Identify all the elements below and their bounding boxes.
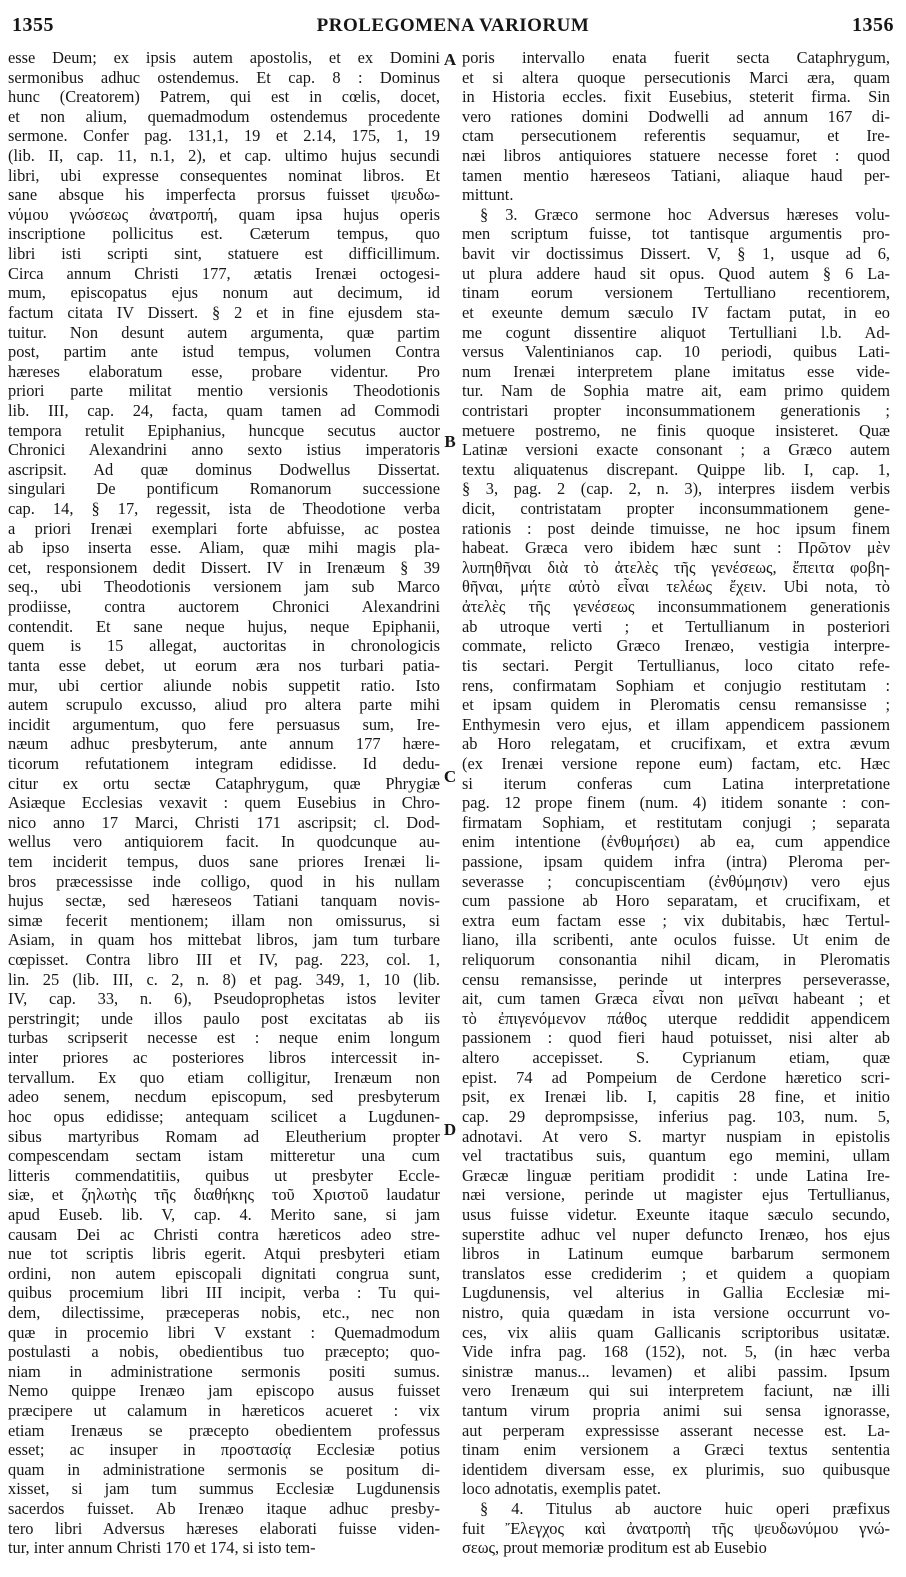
text-line: hæreses elaboratum esse, probare videntur. Pro [8,361,440,381]
text-line: metuere postremo, ne finis quoque insisteret. Quæ [462,420,890,440]
text-line: næi libros antiquiores statuere necesse foret : quod [462,146,890,166]
text-line: passione, ipsam quidem infra (intra) Pleroma per- [462,851,890,871]
text-line: tervallum. Ex quo etiam colligitur, Irenæum non [8,1067,440,1087]
text-line: liano, illa scribenti, ante oculos fuisse. Ut enim de [462,930,890,950]
text-line: identidem diversam esse, ex plurimis, suo quibusque [462,1459,890,1479]
text-line: lin. 25 (lib. III, c. 2, n. 8) et pag. 349, 1, 10 (lib. [8,969,440,989]
text-line: altero accepisset. S. Cyprianum etiam, quæ [462,1048,890,1068]
text-line: citur ex ortu sectæ Cataphrygum, quæ Phrygiæ [8,773,440,793]
text-line: sane absque his imperfecta prorsus fuisset ψευδω- [8,185,440,205]
text-line: bavit vir doctissimus Dissert. V, § 1, usque ad 6, [462,244,890,264]
text-line: sibus martyribus Romam ad Eleutherium propter [8,1126,440,1146]
text-line: § 3, pag. 2 (cap. 2, n. 3), interpres iisdem verbis [462,479,890,499]
text-line: superstite adhuc vel nuper defuncto Irenæo, hos ejus [462,1224,890,1244]
text-line: IV, cap. 33, n. 6), Pseudoprophetas istos leviter [8,989,440,1009]
text-line: wellus vero antiquiorem facit. In quodcunque au- [8,832,440,852]
text-line: (lib. II, cap. 11, n.1, 2), et cap. ultimo hujus secundi [8,146,440,166]
text-line: ab ipso inserta esse. Aliam, quæ mihi magis pla- [8,538,440,558]
text-line: λυπηθῆναι διὰ τὸ ἀτελὲς τῆς γενέσεως, ἔπειτα φοβη- [462,557,890,577]
text-line: vero rationes domini Dodwelli ad annum 167 di- [462,106,890,126]
text-line: tantum virum propria animi sui sensa ignorasse, [462,1401,890,1421]
text-line: me cogunt dissentire aliquot Tertulliani l.b. Ad- [462,322,890,342]
text-line: nico anno 17 Marci, Christi 171 ascripsit; cl. Dod- [8,812,440,832]
text-line: ascripsit. Ad quæ dominus Dodwellus Dissertat. [8,459,440,479]
text-line: præcipere ut calamum in hæreticos acueret : vix [8,1401,440,1421]
text-line: translatos esse crediderim ; et quidem a quopiam [462,1263,890,1283]
text-line: num Irenæi interpretem plane imitatus esse vide- [462,361,890,381]
text-line: versus Valentinianos cap. 10 periodi, quibus Lati- [462,342,890,362]
text-line: ut plura addere haud sit opus. Quod autem § 6 La- [462,263,890,283]
text-line: Asiam, in quam hos mittebat libros, jam tum turbare [8,930,440,950]
text-line: tero libri Adversus hæreses elaborati fuisse viden- [8,1518,440,1538]
text-line: et si altera quoque persecutionis Marci æra, quam [462,67,890,87]
text-line: § 3. Græco sermone hoc Adversus hæreses volu- [480,204,890,224]
text-line: sinistræ manus... levamen) et alibi passim. Ipsum [462,1361,890,1381]
text-line: hujus sectæ, sed hæreseos Tatiani tanquam novis- [8,891,440,911]
text-line: tur, inter annum Christi 170 et 174, si isto tem- [8,1538,316,1558]
text-line: ticorum refutationem integram edidisse. Id dedu- [8,753,440,773]
text-line: perstringit; unde illos paulo post excitatas ab iis [8,1008,440,1028]
text-line: dem, dilectissime, præceperas nobis, etc., nec non [8,1303,440,1322]
text-line: a priori Irenæi exemplari forte abfuisse, ac postea [8,518,440,538]
text-line: ait, cum tamen Græca εἶναι non μεῖναι habeant ; et [462,989,890,1009]
text-line: cap. 14, § 17, regessit, ista de Theodotione verba [8,499,440,519]
text-line: ab Horo relegatam, et crucifixam, et extra ævum [462,734,890,754]
text-line: xisset, si jam tum summus Ecclesiæ Lugdunensis [8,1479,440,1499]
text-line: (ex Irenæi versione repone eum) factam, etc. Hæc [462,753,890,773]
text-line: inscriptione pollicitus est. Cæterum tempus, quo [8,224,440,244]
text-line: libros in Latinum eumque barbarum sermonem [462,1244,890,1264]
text-line: bros præcessisse inde colligo, quod in his nullam [8,871,440,891]
margin-letter-b: B [444,432,456,451]
page-number-left: 1355 [12,14,54,36]
text-line: quam in administratione sermonis se positum di- [8,1459,440,1479]
text-line: lib. III, cap. 24, facta, quam tamen ad Commodi [8,400,440,420]
text-line: sacerdos fuisset. Ab Irenæo itaque adhuc presby- [8,1499,440,1519]
text-line: esse Deum; ex ipsis autem apostolis, et ex Domini [8,48,440,67]
text-line: psit, ex Irenæi lib. I, capitis 28 fine, et initio [462,1087,890,1107]
text-line: Circa annum Christi 177, ætatis Irenæi octogesi- [8,263,440,283]
text-line: contendit. Et sane neque hujus, neque Epiphanii, [8,616,440,636]
text-line: næum adhuc presbyterum, ante annum 177 hære- [8,734,440,754]
text-line: siæ, et ζηλωτὴς τῆς διαθήκης τοῦ Χριστοῦ laudatur [8,1185,440,1205]
text-line: Chronici Alexandrini anno sexto istius imperatoris [8,440,440,460]
running-title: PROLEGOMENA VARIORUM [316,15,590,36]
text-line: adnotavi. At vero S. martyr nuspiam in epistolis [462,1126,890,1146]
text-line: extra eum factam esse ; vix dubitabis, hæc Tertul- [462,910,890,930]
text-line: quibus procemium libri III incipit, verba : Tu qui- [8,1283,440,1303]
text-line: Latinæ versioni exacte consonant ; a Græco autem [462,440,890,460]
text-line: sermone. Confer pag. 131,1, 19 et 2.14, 175, 1, 19 [8,126,440,146]
text-line: vero Irenæum qui sui interpretem faciunt, næ illi [462,1381,890,1401]
text-line: hoc opus edidisse; antequam scilicet a Lugdunen- [8,1106,440,1126]
text-line: nistro, quia quædam in ista versione occurrunt vo- [462,1303,890,1322]
text-line: ctam persecutionem referentis sequamur, et Ire- [462,126,890,146]
text-line: usus fuisse videtur. Exeunte itaque sæculo secundo, [462,1204,890,1224]
text-line: Vide infra pag. 168 (152), not. 5, (in hæc verba [462,1342,890,1362]
text-line: mum, episcopatus ejus nonum aut decimum, id [8,283,440,303]
text-line: vel tractatibus suis, quantum ego memini, ullam [462,1146,890,1166]
text-line: dicit, contristatam propter inconsummationem gene- [462,499,890,519]
text-line: loco adnotatis, exemplis patet. [462,1479,661,1499]
text-line: cet, responsionem dedit Dissert. IV in Irenæum § 39 [8,557,440,577]
text-line: epist. 74 ad Pompeium de Cerdone hæretico scri- [462,1067,890,1087]
text-line: seq., ubi Theodotionis versionem jam sub Marco [8,577,440,597]
text-line: textu aliquatenus discrepant. Quippe lib. I, cap. 1, [462,459,890,479]
text-line: νύμου γνώσεως ἀνατροπή, quam ipsa hujus operis [8,204,440,224]
text-line: sermonibus adhuc ostendemus. Et cap. 8 : Dominus [8,67,440,87]
text-line: tis sectari. Pergit Tertullianus, loco citato refe- [462,655,890,675]
text-line: tuitur. Non desunt autem argumenta, quæ partim [8,322,440,342]
margin-letter-a: A [443,50,457,69]
text-line: in Historia eccles. fixit Eusebius, steterit firma. Sin [462,87,890,107]
text-line: prodiisse, contra auctorem Chronici Alexandrini [8,597,440,617]
margin-letter-d: D [443,1120,457,1139]
text-line: cum passione ab Horo separatam, et crucifixam, et [462,891,890,911]
text-line: contristari propter inconsummationem generationis ; [462,400,890,420]
text-line: singulari De pontificum Romanorum successione [8,479,440,499]
text-line: niam in administratione sermonis positi sumus. [8,1361,440,1381]
text-line: severasse ; concupiscentiam (ἐνθύμησιν) vero ejus [462,871,890,891]
text-line: τὸ ἐπιγενόμενον πάθος uterque reddidit appendicem [462,1008,890,1028]
text-line: litteris commendatitiis, quibus ut presbyter Eccle- [8,1165,440,1185]
text-line: ab utroque verti ; et Tertullianum in posteriori [462,616,890,636]
text-line: firmatam Sophiam, et restitutam conjugi ; separata [462,812,890,832]
text-line: si iterum conferas cum Latina interpretatione [462,773,890,793]
text-line: turbas scripserit necesse est : neque enim longum [8,1028,440,1048]
text-line: hunc (Creatorem) Patrem, qui est in cœlis, docet, [8,87,440,107]
text-line: reliquorum consonantia nihil dicam, in Pleromatis [462,950,890,970]
left-text-column [8,48,440,1558]
text-line: censu remansisse, perinde ut interpres perseverasse, [462,969,890,989]
text-line: tinam enim versionem a Græci textus sententia [462,1440,890,1460]
text-line: tem inciderit tempus, duos sane priores Irenæi li- [8,851,440,871]
text-line: θῆναι, μήτε αὐτὸ εἶναι τελέως ἔχειν. Ubi nota, τὸ [462,577,890,597]
text-line: men scriptum fuisse, tot tantisque argumentis pro- [462,224,890,244]
text-line: inter priores ac posteriores libros intercessit in- [8,1048,440,1068]
text-line: Lugdunensis, vel alterius in Gallia Ecclesiæ mi- [462,1283,890,1303]
text-line: priori parte militat mentio versionis Theodotionis [8,381,440,401]
page-number-right: 1356 [852,14,894,36]
text-line: et ipsam quidem in Pleromatis censu remansisse ; [462,695,890,715]
text-line: et non alium, quemadmodum ostendemus procedente [8,106,440,126]
text-line: postulasti a nobis, obedientibus tuo præcepto; quo- [8,1342,440,1362]
text-line: quem is 15 allegat, auctoritas in chronologicis [8,636,440,656]
text-line: enim intentione (ἐνθυμήσει) ab ea, cum appendice [462,832,890,852]
text-line: commate, relicto Græco Irenæo, vestigia interpre- [462,636,890,656]
right-text-column [462,48,890,1558]
text-line: mittunt. [462,185,514,205]
text-line: libri isti scripti sint, statuere est difficillimum. [8,244,440,264]
text-line: tinam eorum versionem Tertulliano recentiorem, [462,283,890,303]
text-line: causam Dei ac Christi contra hæreticos adeo stre- [8,1224,440,1244]
text-line: esset; ac insuper in προστασίᾳ Ecclesiæ potius [8,1440,440,1460]
text-line: Enthymesin vero ejus, et illam appendicem passionem [462,714,890,734]
text-line: passionem : quod fieri haud potuisset, nisi alter ab [462,1028,890,1048]
text-line: compescendam sectam istam mitteretur una cum [8,1146,440,1166]
text-line: adeo senem, necdum episcopum, sed presbyterum [8,1087,440,1107]
text-line: Græcæ linguæ peritiam prodidit : unde Latina Ire- [462,1165,890,1185]
text-line: libri, ubi expresse consequentes nominat libros. Et [8,165,440,185]
text-line: mur, ubi certior aliunde nobis suppetit ratio. Isto [8,675,440,695]
text-line: næi versione, perinde ut magister ejus Tertullianus, [462,1185,890,1205]
text-line: incidit argumentum, quo fere persuasus sum, Ire- [8,714,440,734]
text-line: quæ in procemio libri V exstant : Quemadmodum [8,1322,440,1342]
text-line: simæ fecerit mentionem; illam non omissurus, si [8,910,440,930]
text-line: fuit Ἔλεγχος καὶ ἀνατροπὴ τῆς ψευδωνύμου γνώ- [462,1518,890,1538]
text-line: ἀτελὲς τῆς γενέσεως inconsummationem generationis [462,597,890,617]
text-line: rens, confirmatam Sophiam et conjugio restitutam : [462,675,890,695]
text-line: autem scrupulo excusso, aliud pro altera parte mihi [8,695,440,715]
text-line: cap. 29 deprompsisse, inferius pag. 103, num. 5, [462,1106,890,1126]
text-line: tanta esse debet, ut eorum æra nos turbari patia- [8,655,440,675]
text-line: § 4. Titulus ab auctore huic operi præfixus [480,1499,890,1519]
text-line: tempora retulit Epiphanius, huncque secutus auctor [8,420,440,440]
text-line: ordini, non autem episcopali dignitati congrua sunt, [8,1263,440,1283]
text-line: etiam Irenæus se præcepto obedientem professus [8,1420,440,1440]
margin-letter-c: C [443,767,457,786]
text-line: aut perperam expressisse asserant necesse est. La- [462,1420,890,1440]
text-line: factum citata IV Dissert. § 2 et in fine ejusdem sta- [8,302,440,322]
text-line: ces, vix aliis quam Gallicanis scriptoribus usitatæ. [462,1322,890,1342]
text-line: apud Euseb. lib. V, cap. 4. Merito sane, si jam [8,1204,440,1224]
text-line: Nemo quippe Irenæo jam episcopo ausus fuisset [8,1381,440,1401]
text-line: rationis : post deinde timuisse, ne hoc ipsum finem [462,518,890,538]
text-line: σεως, prout memoriæ proditum est ab Eusebio [462,1538,767,1558]
running-header [12,14,894,40]
text-line: post, partim ante istud tempus, volumen Contra [8,342,440,362]
text-line: tamen mentio hæreseos Tatiani, aliaque haud per- [462,165,890,185]
text-line: habeat. Græca vero ibidem hæc sunt : Πρῶτον μὲν [462,538,890,558]
text-line: cœpisset. Contra libro III et IV, pag. 223, col. 1, [8,950,440,970]
text-line: poris intervallo enata fuerit secta Cataphrygum, [462,48,890,67]
text-line: pag. 12 prope finem (num. 4) itidem sonante : con- [462,793,890,813]
text-line: tur. Nam de Sophia matre ait, eam primo quidem [462,381,890,401]
text-line: nue tot scriptis libris egerit. Atqui presbyteri etiam [8,1244,440,1264]
text-line: et exeunte demum sæculo IV factam putat, in eo [462,302,890,322]
text-line: Asiæque Ecclesias vexavit : quem Eusebius in Chro- [8,793,440,813]
